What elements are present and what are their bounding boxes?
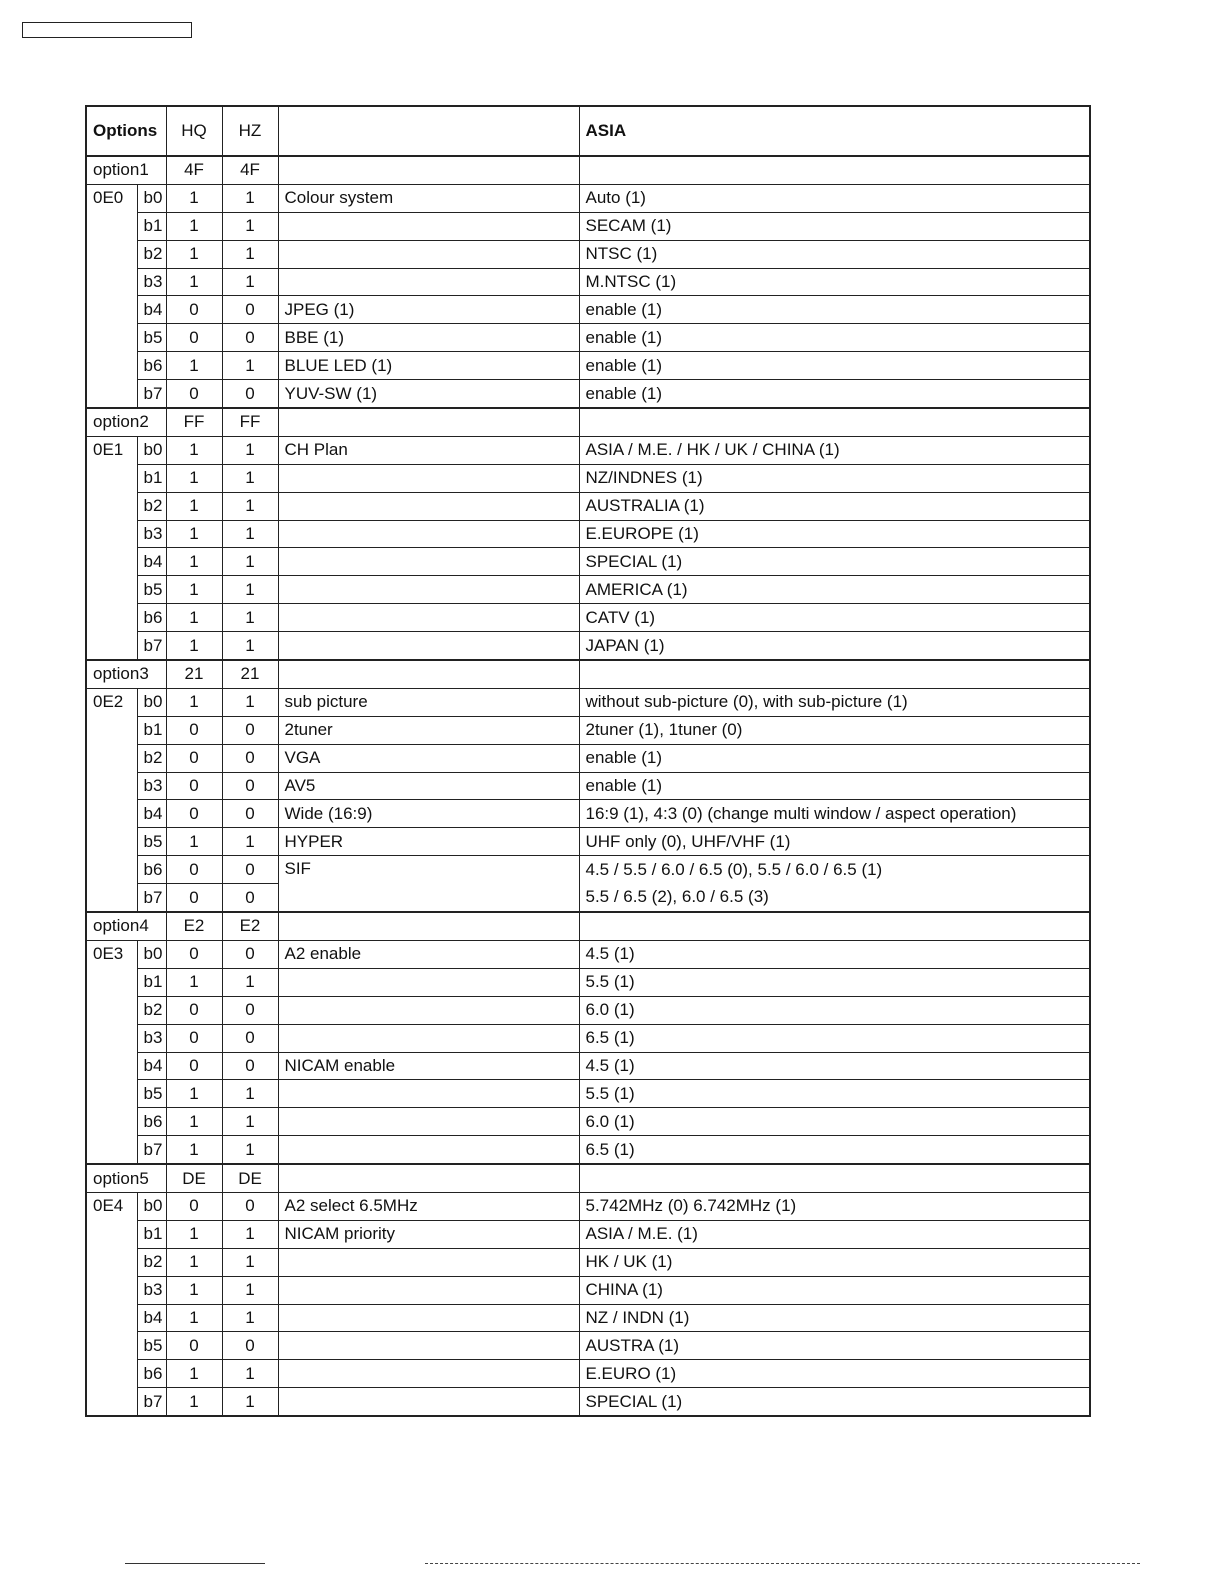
option-hq-value: E2 xyxy=(166,912,222,940)
table-row xyxy=(86,856,1090,884)
function-label xyxy=(278,1136,579,1164)
bit-label: b1 xyxy=(137,968,166,996)
option-hq-value: FF xyxy=(166,408,222,436)
setting-description: 2tuner (1), 1tuner (0) xyxy=(579,716,1090,744)
setting-description: 5.5 / 6.5 (2), 6.0 / 6.5 (3) xyxy=(579,884,1090,912)
hq-bit-value: 0 xyxy=(166,1332,222,1360)
register-address: 0E1 xyxy=(86,436,137,660)
setting-description: enable (1) xyxy=(579,352,1090,380)
function-label: Wide (16:9) xyxy=(278,800,579,828)
table-row xyxy=(86,1080,1090,1108)
hq-bit-value: 1 xyxy=(166,268,222,296)
table-row xyxy=(86,1360,1090,1388)
hq-bit-value: 1 xyxy=(166,436,222,464)
bit-label: b5 xyxy=(137,1332,166,1360)
setting-description: UHF only (0), UHF/VHF (1) xyxy=(579,828,1090,856)
register-address: 0E0 xyxy=(86,184,137,408)
hz-bit-value: 0 xyxy=(222,324,278,352)
table-row xyxy=(86,632,1090,660)
function-label xyxy=(278,212,579,240)
function-label: NICAM priority xyxy=(278,1220,579,1248)
function-label: AV5 xyxy=(278,772,579,800)
bit-label: b0 xyxy=(137,184,166,212)
header-hq: HQ xyxy=(166,106,222,156)
bit-label: b0 xyxy=(137,1192,166,1220)
bit-label: b4 xyxy=(137,1052,166,1080)
register-address: 0E4 xyxy=(86,1192,137,1416)
function-label xyxy=(278,1360,579,1388)
header-options: Options xyxy=(86,106,166,156)
option-function-cell xyxy=(278,156,579,184)
function-label: 2tuner xyxy=(278,716,579,744)
table-row xyxy=(86,212,1090,240)
table-row xyxy=(86,772,1090,800)
hz-bit-value: 0 xyxy=(222,296,278,324)
setting-description: 4.5 / 5.5 / 6.0 / 6.5 (0), 5.5 / 6.0 / 6.5 (1) xyxy=(579,856,1090,884)
bit-label: b7 xyxy=(137,1388,166,1416)
table-row xyxy=(86,1304,1090,1332)
bit-label: b6 xyxy=(137,352,166,380)
bit-label: b3 xyxy=(137,268,166,296)
hq-bit-value: 0 xyxy=(166,744,222,772)
option-group-row xyxy=(86,1164,1090,1192)
hq-bit-value: 0 xyxy=(166,296,222,324)
hz-bit-value: 1 xyxy=(222,1080,278,1108)
hq-bit-value: 1 xyxy=(166,828,222,856)
hz-bit-value: 0 xyxy=(222,1192,278,1220)
setting-description: enable (1) xyxy=(579,296,1090,324)
hz-bit-value: 0 xyxy=(222,940,278,968)
function-label xyxy=(278,632,579,660)
hz-bit-value: 1 xyxy=(222,632,278,660)
setting-description: JAPAN (1) xyxy=(579,632,1090,660)
option-function-cell xyxy=(278,408,579,436)
hz-bit-value: 0 xyxy=(222,996,278,1024)
option-desc-cell xyxy=(579,408,1090,436)
function-label: YUV-SW (1) xyxy=(278,380,579,408)
hz-bit-value: 1 xyxy=(222,604,278,632)
hq-bit-value: 1 xyxy=(166,604,222,632)
function-label xyxy=(278,1276,579,1304)
function-label xyxy=(278,548,579,576)
bit-label: b7 xyxy=(137,380,166,408)
hz-bit-value: 0 xyxy=(222,800,278,828)
hq-bit-value: 1 xyxy=(166,1080,222,1108)
option-name: option4 xyxy=(86,912,166,940)
hq-bit-value: 1 xyxy=(166,1108,222,1136)
hq-bit-value: 0 xyxy=(166,1024,222,1052)
setting-description: AUSTRALIA (1) xyxy=(579,492,1090,520)
table-row xyxy=(86,520,1090,548)
hq-bit-value: 0 xyxy=(166,324,222,352)
bit-label: b5 xyxy=(137,828,166,856)
option-hq-value: DE xyxy=(166,1164,222,1192)
table-row xyxy=(86,324,1090,352)
hq-bit-value: 1 xyxy=(166,184,222,212)
option-desc-cell xyxy=(579,660,1090,688)
hq-bit-value: 0 xyxy=(166,716,222,744)
register-address: 0E2 xyxy=(86,688,137,912)
option-hq-value: 21 xyxy=(166,660,222,688)
bit-label: b5 xyxy=(137,324,166,352)
hq-bit-value: 0 xyxy=(166,772,222,800)
setting-description: 6.5 (1) xyxy=(579,1136,1090,1164)
bit-label: b3 xyxy=(137,520,166,548)
option-group-row xyxy=(86,408,1090,436)
bit-label: b4 xyxy=(137,548,166,576)
option-hz-value: FF xyxy=(222,408,278,436)
bit-label: b1 xyxy=(137,464,166,492)
setting-description: enable (1) xyxy=(579,744,1090,772)
setting-description: 4.5 (1) xyxy=(579,940,1090,968)
setting-description: SECAM (1) xyxy=(579,212,1090,240)
function-label: HYPER xyxy=(278,828,579,856)
table-row xyxy=(86,744,1090,772)
bit-label: b6 xyxy=(137,856,166,884)
option-name: option1 xyxy=(86,156,166,184)
bit-label: b2 xyxy=(137,744,166,772)
header-function xyxy=(278,106,579,156)
hz-bit-value: 0 xyxy=(222,772,278,800)
option-function-cell xyxy=(278,660,579,688)
table-row xyxy=(86,1248,1090,1276)
function-label xyxy=(278,576,579,604)
hz-bit-value: 1 xyxy=(222,1360,278,1388)
function-label: SIF xyxy=(278,856,579,912)
bit-label: b6 xyxy=(137,1360,166,1388)
bit-label: b3 xyxy=(137,772,166,800)
setting-description: AUSTRA (1) xyxy=(579,1332,1090,1360)
header-asia: ASIA xyxy=(579,106,1090,156)
function-label: JPEG (1) xyxy=(278,296,579,324)
hz-bit-value: 1 xyxy=(222,268,278,296)
table-row xyxy=(86,1136,1090,1164)
function-label: VGA xyxy=(278,744,579,772)
setting-description: NZ/INDNES (1) xyxy=(579,464,1090,492)
setting-description: NTSC (1) xyxy=(579,240,1090,268)
table-row xyxy=(86,800,1090,828)
table-row xyxy=(86,464,1090,492)
hz-bit-value: 1 xyxy=(222,1388,278,1416)
table-row xyxy=(86,884,1090,912)
bit-label: b7 xyxy=(137,884,166,912)
hz-bit-value: 1 xyxy=(222,240,278,268)
setting-description: 5.5 (1) xyxy=(579,1080,1090,1108)
bit-label: b4 xyxy=(137,296,166,324)
hz-bit-value: 1 xyxy=(222,184,278,212)
option-group-row xyxy=(86,660,1090,688)
hz-bit-value: 1 xyxy=(222,212,278,240)
setting-description: 6.0 (1) xyxy=(579,996,1090,1024)
table-row xyxy=(86,548,1090,576)
table-header-row xyxy=(86,106,1090,156)
function-label xyxy=(278,240,579,268)
hq-bit-value: 1 xyxy=(166,1388,222,1416)
header-hz: HZ xyxy=(222,106,278,156)
function-label: NICAM enable xyxy=(278,1052,579,1080)
hz-bit-value: 1 xyxy=(222,576,278,604)
table-row xyxy=(86,604,1090,632)
function-label xyxy=(278,1080,579,1108)
bit-label: b1 xyxy=(137,1220,166,1248)
hz-bit-value: 1 xyxy=(222,1108,278,1136)
hq-bit-value: 0 xyxy=(166,940,222,968)
option-hz-value: 4F xyxy=(222,156,278,184)
hq-bit-value: 0 xyxy=(166,856,222,884)
function-label xyxy=(278,1024,579,1052)
hz-bit-value: 0 xyxy=(222,856,278,884)
hz-bit-value: 1 xyxy=(222,548,278,576)
hq-bit-value: 0 xyxy=(166,996,222,1024)
hq-bit-value: 1 xyxy=(166,1276,222,1304)
hq-bit-value: 0 xyxy=(166,1192,222,1220)
table-row xyxy=(86,688,1090,716)
hz-bit-value: 0 xyxy=(222,1052,278,1080)
function-label xyxy=(278,1332,579,1360)
hq-bit-value: 1 xyxy=(166,212,222,240)
option-desc-cell xyxy=(579,912,1090,940)
table-row xyxy=(86,1388,1090,1416)
hq-bit-value: 1 xyxy=(166,1360,222,1388)
function-label: Colour system xyxy=(278,184,579,212)
hz-bit-value: 0 xyxy=(222,744,278,772)
bit-label: b1 xyxy=(137,716,166,744)
hz-bit-value: 1 xyxy=(222,968,278,996)
hz-bit-value: 1 xyxy=(222,688,278,716)
register-address: 0E3 xyxy=(86,940,137,1164)
table-row xyxy=(86,1276,1090,1304)
option-name: option3 xyxy=(86,660,166,688)
table-row xyxy=(86,1192,1090,1220)
bit-label: b7 xyxy=(137,632,166,660)
option-name: option2 xyxy=(86,408,166,436)
bit-label: b4 xyxy=(137,800,166,828)
function-label xyxy=(278,268,579,296)
hz-bit-value: 1 xyxy=(222,520,278,548)
option-desc-cell xyxy=(579,1164,1090,1192)
hz-bit-value: 0 xyxy=(222,1024,278,1052)
table-row xyxy=(86,576,1090,604)
hq-bit-value: 1 xyxy=(166,968,222,996)
hz-bit-value: 1 xyxy=(222,1248,278,1276)
setting-description: E.EURO (1) xyxy=(579,1360,1090,1388)
setting-description: AMERICA (1) xyxy=(579,576,1090,604)
hq-bit-value: 1 xyxy=(166,1136,222,1164)
bit-label: b1 xyxy=(137,212,166,240)
option-group-row xyxy=(86,912,1090,940)
bit-label: b7 xyxy=(137,1136,166,1164)
hq-bit-value: 1 xyxy=(166,548,222,576)
bit-label: b2 xyxy=(137,240,166,268)
setting-description: E.EUROPE (1) xyxy=(579,520,1090,548)
table-row xyxy=(86,492,1090,520)
setting-description: 6.0 (1) xyxy=(579,1108,1090,1136)
setting-description: CATV (1) xyxy=(579,604,1090,632)
setting-description: CHINA (1) xyxy=(579,1276,1090,1304)
footer-line-right xyxy=(425,1563,1140,1564)
hz-bit-value: 1 xyxy=(222,1220,278,1248)
footer-line-left xyxy=(125,1563,265,1564)
setting-description: NZ / INDN (1) xyxy=(579,1304,1090,1332)
setting-description: Auto (1) xyxy=(579,184,1090,212)
setting-description: HK / UK (1) xyxy=(579,1248,1090,1276)
hq-bit-value: 0 xyxy=(166,380,222,408)
function-label xyxy=(278,1108,579,1136)
table-row xyxy=(86,1108,1090,1136)
function-label: A2 enable xyxy=(278,940,579,968)
bit-label: b6 xyxy=(137,1108,166,1136)
setting-description: M.NTSC (1) xyxy=(579,268,1090,296)
hz-bit-value: 1 xyxy=(222,828,278,856)
hq-bit-value: 1 xyxy=(166,1248,222,1276)
option-hz-value: E2 xyxy=(222,912,278,940)
table-row xyxy=(86,1220,1090,1248)
hq-bit-value: 1 xyxy=(166,352,222,380)
function-label xyxy=(278,604,579,632)
option-desc-cell xyxy=(579,156,1090,184)
function-label: BBE (1) xyxy=(278,324,579,352)
hq-bit-value: 0 xyxy=(166,884,222,912)
bit-label: b3 xyxy=(137,1276,166,1304)
setting-description: 16:9 (1), 4:3 (0) (change multi window / aspect operation) xyxy=(579,800,1090,828)
function-label xyxy=(278,1304,579,1332)
bit-label: b6 xyxy=(137,604,166,632)
bit-label: b4 xyxy=(137,1304,166,1332)
setting-description: 4.5 (1) xyxy=(579,1052,1090,1080)
table-row xyxy=(86,1024,1090,1052)
hz-bit-value: 1 xyxy=(222,1304,278,1332)
function-label xyxy=(278,1388,579,1416)
option-hz-value: DE xyxy=(222,1164,278,1192)
table-row xyxy=(86,940,1090,968)
option-hq-value: 4F xyxy=(166,156,222,184)
table-row xyxy=(86,352,1090,380)
table-row xyxy=(86,380,1090,408)
option-function-cell xyxy=(278,912,579,940)
hz-bit-value: 1 xyxy=(222,464,278,492)
setting-description: ASIA / M.E. / HK / UK / CHINA (1) xyxy=(579,436,1090,464)
hz-bit-value: 0 xyxy=(222,884,278,912)
option-group-row xyxy=(86,156,1090,184)
hq-bit-value: 1 xyxy=(166,1304,222,1332)
function-label: A2 select 6.5MHz xyxy=(278,1192,579,1220)
hz-bit-value: 1 xyxy=(222,436,278,464)
table-row xyxy=(86,1332,1090,1360)
setting-description: 6.5 (1) xyxy=(579,1024,1090,1052)
function-label xyxy=(278,996,579,1024)
table-row xyxy=(86,268,1090,296)
setting-description: ASIA / M.E. (1) xyxy=(579,1220,1090,1248)
table-row xyxy=(86,716,1090,744)
bit-label: b5 xyxy=(137,576,166,604)
function-label xyxy=(278,492,579,520)
table-body xyxy=(86,156,1090,1416)
function-label xyxy=(278,1248,579,1276)
hq-bit-value: 0 xyxy=(166,1052,222,1080)
bit-label: b2 xyxy=(137,492,166,520)
hq-bit-value: 1 xyxy=(166,492,222,520)
hz-bit-value: 0 xyxy=(222,380,278,408)
hq-bit-value: 1 xyxy=(166,576,222,604)
hz-bit-value: 0 xyxy=(222,1332,278,1360)
hz-bit-value: 1 xyxy=(222,352,278,380)
table-row xyxy=(86,968,1090,996)
setting-description: enable (1) xyxy=(579,772,1090,800)
function-label xyxy=(278,464,579,492)
hq-bit-value: 0 xyxy=(166,800,222,828)
table-row xyxy=(86,296,1090,324)
hz-bit-value: 0 xyxy=(222,716,278,744)
hq-bit-value: 1 xyxy=(166,520,222,548)
setting-description: SPECIAL (1) xyxy=(579,548,1090,576)
setting-description: without sub-picture (0), with sub-picture (1) xyxy=(579,688,1090,716)
setting-description: enable (1) xyxy=(579,324,1090,352)
table-row xyxy=(86,996,1090,1024)
bit-label: b3 xyxy=(137,1024,166,1052)
function-label: CH Plan xyxy=(278,436,579,464)
header-box xyxy=(22,22,192,38)
hz-bit-value: 1 xyxy=(222,1136,278,1164)
bit-label: b5 xyxy=(137,1080,166,1108)
setting-description: SPECIAL (1) xyxy=(579,1388,1090,1416)
function-label: BLUE LED (1) xyxy=(278,352,579,380)
hq-bit-value: 1 xyxy=(166,1220,222,1248)
function-label xyxy=(278,968,579,996)
hq-bit-value: 1 xyxy=(166,240,222,268)
table-row xyxy=(86,1052,1090,1080)
table-row xyxy=(86,828,1090,856)
hq-bit-value: 1 xyxy=(166,688,222,716)
function-label xyxy=(278,520,579,548)
option-name: option5 xyxy=(86,1164,166,1192)
option-function-cell xyxy=(278,1164,579,1192)
table-row xyxy=(86,240,1090,268)
bit-label: b0 xyxy=(137,940,166,968)
function-label: sub picture xyxy=(278,688,579,716)
options-table xyxy=(85,105,1091,1417)
setting-description: enable (1) xyxy=(579,380,1090,408)
option-hz-value: 21 xyxy=(222,660,278,688)
setting-description: 5.742MHz (0) 6.742MHz (1) xyxy=(579,1192,1090,1220)
hq-bit-value: 1 xyxy=(166,464,222,492)
bit-label: b0 xyxy=(137,688,166,716)
table-row xyxy=(86,436,1090,464)
hq-bit-value: 1 xyxy=(166,632,222,660)
bit-label: b0 xyxy=(137,436,166,464)
bit-label: b2 xyxy=(137,996,166,1024)
setting-description: 5.5 (1) xyxy=(579,968,1090,996)
bit-label: b2 xyxy=(137,1248,166,1276)
table-row xyxy=(86,184,1090,212)
hz-bit-value: 1 xyxy=(222,492,278,520)
hz-bit-value: 1 xyxy=(222,1276,278,1304)
